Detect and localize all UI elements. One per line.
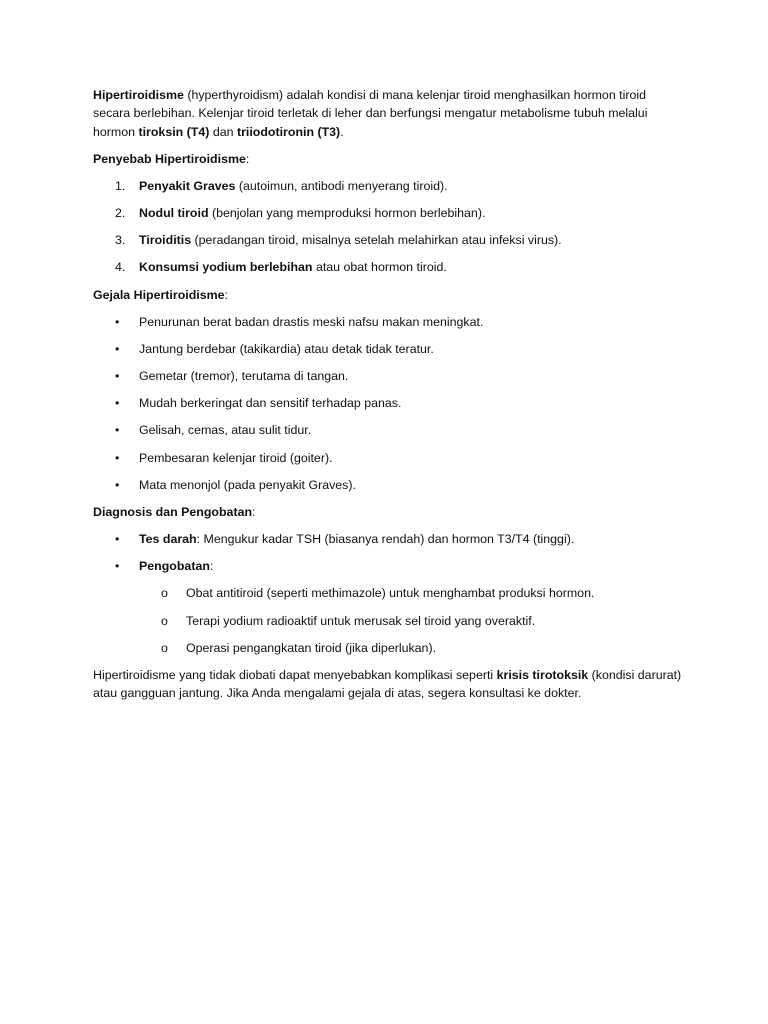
symptom-text: Gelisah, cemas, atau sulit tidur. [139, 423, 312, 438]
circle-bullet-icon: o [161, 640, 168, 655]
list-number: 3. [115, 233, 126, 248]
symptoms-heading-text: Gejala Hipertiroidisme [93, 287, 225, 302]
closing-text-end: (kondisi darurat) atau gangguan jantung. Jika Anda mengalami gejala di atas, segera konsultasi ke dokter. [93, 667, 682, 701]
circle-bullet-icon: o [161, 586, 168, 601]
intro-term: Hipertiroidisme [93, 88, 184, 102]
intro-end: . [340, 124, 344, 139]
diagnosis-heading-colon: : [252, 504, 256, 519]
list-number: 4. [115, 260, 126, 275]
treatment-option: Terapi yodium radioaktif untuk merusak sel tiroid yang overaktif. [186, 613, 536, 628]
symptom-text: Mata menonjol (pada penyakit Graves). [139, 477, 356, 492]
symptom-text: Mudah berkeringat dan sensitif terhadap panas. [139, 396, 402, 411]
bullet-icon: • [115, 396, 120, 411]
bullet-icon: • [115, 341, 120, 356]
symptoms-list [93, 313, 683, 494]
bullet-icon: • [115, 423, 120, 438]
causes-heading-text: Penyebab Hipertiroidisme [93, 151, 246, 166]
cause-detail: (peradangan tiroid, misalnya setelah melahirkan atau infeksi virus). [191, 233, 562, 248]
symptom-text: Penurunan berat badan drastis meski nafsu makan meningkat. [139, 314, 484, 329]
circle-bullet-icon: o [161, 613, 168, 628]
document-page [93, 86, 683, 711]
bullet-icon: • [115, 314, 120, 329]
cause-title: Nodul tiroid [139, 205, 209, 220]
symptom-text: Gemetar (tremor), terutama di tangan. [139, 369, 349, 383]
treatment-option: Operasi pengangkatan tiroid (jika diperlukan). [186, 640, 437, 655]
sub-list-item [93, 584, 683, 602]
treatment-title: Pengobatan [139, 559, 210, 574]
list-number: 1. [115, 178, 126, 193]
treatment-colon: : [209, 559, 214, 574]
list-item [93, 367, 683, 385]
causes-heading-colon: : [245, 151, 250, 166]
test-detail: : Mengukur kadar TSH (biasanya rendah) dan hormon T3/T4 (tinggi). [196, 532, 575, 547]
hormone-t3: triiodotironin (T3) [236, 124, 341, 139]
list-item [93, 204, 683, 222]
sub-list-item [93, 612, 683, 630]
cause-detail: (benjolan yang memproduksi hormon berlebihan). [208, 205, 486, 220]
diagnosis-heading [93, 503, 683, 521]
causes-list [93, 177, 683, 277]
test-title: Tes darah [139, 532, 197, 547]
cause-detail: atau obat hormon tiroid. [312, 260, 447, 275]
intro-conjunction: dan [209, 124, 237, 139]
cause-title: Tiroiditis [139, 233, 192, 248]
symptoms-heading [93, 286, 683, 304]
closing-bold-term: krisis tirotoksik [496, 667, 589, 682]
symptom-text: Pembesaran kelenjar tiroid (goiter). [139, 450, 333, 465]
closing-paragraph [93, 666, 683, 703]
bullet-icon: • [115, 477, 120, 492]
bullet-icon: • [115, 369, 120, 383]
list-item [93, 530, 683, 548]
cause-title: Penyakit Graves [139, 178, 236, 193]
list-item [93, 394, 683, 412]
intro-paragraph [93, 86, 683, 141]
closing-text: Hipertiroidisme yang tidak diobati dapat menyebabkan komplikasi seperti [93, 667, 497, 682]
list-item [93, 449, 683, 467]
sub-list-item [93, 639, 683, 657]
symptoms-heading-colon: : [224, 287, 228, 302]
bullet-icon: • [115, 450, 120, 465]
hormone-t4: tiroksin (T4) [138, 124, 210, 139]
list-item [93, 313, 683, 331]
list-item [93, 557, 683, 575]
list-item [93, 340, 683, 358]
list-item [93, 421, 683, 439]
list-item [93, 177, 683, 195]
list-item [93, 258, 683, 276]
list-item [93, 231, 683, 249]
diagnosis-heading-text: Diagnosis dan Pengobatan [93, 504, 253, 519]
diagnosis-list [93, 530, 683, 657]
list-number: 2. [115, 205, 126, 220]
intro-text: (hyperthyroidism) adalah kondisi di mana kelenjar tiroid menghasilkan hormon tiroid secara berlebihan. Kelenjar tiroid terletak di leher dan berfungsi mengatur metabolisme tubuh melalui hormon [93, 88, 648, 139]
list-item [93, 476, 683, 494]
bullet-icon: • [115, 559, 120, 574]
cause-detail: (autoimun, antibodi menyerang tiroid). [235, 178, 448, 193]
cause-title: Konsumsi yodium berlebihan [139, 260, 313, 275]
causes-heading [93, 150, 683, 168]
bullet-icon: • [115, 532, 120, 547]
treatment-option: Obat antitiroid (seperti methimazole) untuk menghambat produksi hormon. [186, 586, 595, 601]
symptom-text: Jantung berdebar (takikardia) atau detak tidak teratur. [139, 341, 434, 356]
